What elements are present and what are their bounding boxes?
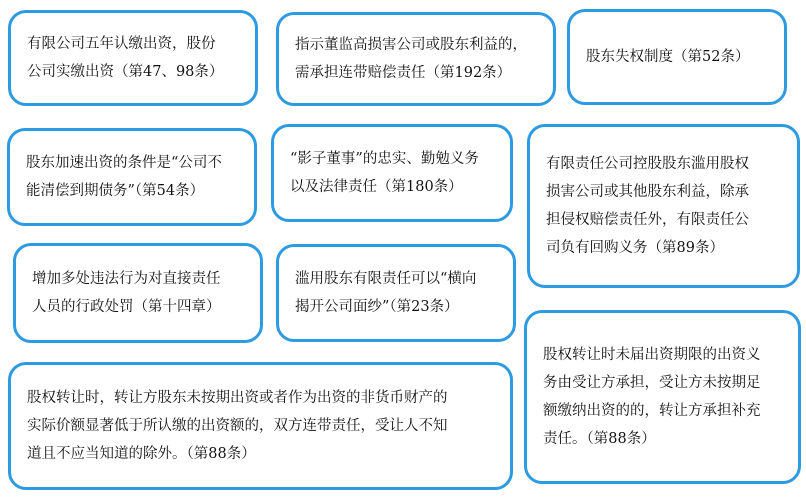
card-text: “影子董事”的忠实、勤勉义务 以及法律责任（第180条） [290, 151, 479, 195]
card-accelerated-contribution [7, 128, 257, 226]
card-loss-of-rights [567, 9, 787, 105]
card-capital-contribution [8, 10, 258, 106]
card-text: 增加多处违法行为对直接责任 人员的行政处罚（第十四章） [32, 271, 221, 315]
card-administrative-penalty [13, 243, 263, 343]
card-director-liability [276, 12, 556, 106]
card-equity-transfer-overdue [8, 362, 513, 490]
card-text: 有限责任公司控股股东滥用股权 损害公司或其他股东利益，除承 担侵权赔偿责任外，有限责任公 司负有回购义务（第89条） [546, 156, 749, 256]
card-text: 股东失权制度（第52条） [586, 49, 750, 65]
card-text: 股东加速出资的条件是“公司不 能清偿到期债务”（第54条） [26, 155, 222, 199]
card-text: 指示董监高损害公司或股东利益的， 需承担连带赔偿责任（第192条） [295, 37, 527, 81]
card-text: 股权转让时未届出资期限的出资义 务由受让方承担，受让方未按期足 额缴纳出资的的，转让方承担补充 责任。（第88条） [543, 347, 761, 447]
card-equity-transfer-not-due [524, 310, 801, 484]
card-text: 股权转让时，转让方股东未按期出资或者作为出资的非货币财产的 实际价额显著低于所认缴的出资额的，双方连带责任，受让人不知 道且不应当知道的除外。（第88条） [27, 390, 448, 462]
card-controlling-shareholder [527, 124, 800, 288]
card-piercing-veil [276, 244, 516, 342]
card-text: 滥用股东有限责任可以“横向 揭开公司面纱”（第23条） [295, 271, 477, 315]
card-text: 有限公司五年认缴出资，股份 公司实缴出资（第47、98条） [27, 36, 224, 80]
card-shadow-director [271, 124, 513, 222]
